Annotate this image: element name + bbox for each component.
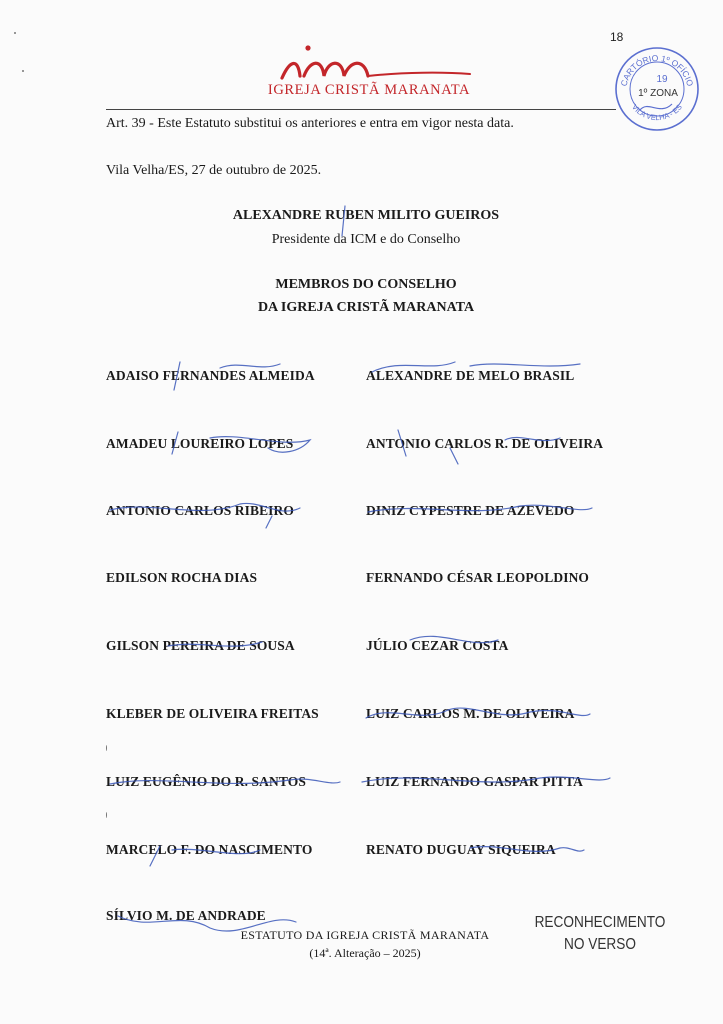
member-name: EDILSON ROCHA DIAS (106, 570, 258, 585)
scan-speck (106, 745, 107, 751)
stamp-number: 19 (656, 74, 668, 85)
member-name: FERNANDO CÉSAR LEOPOLDINO (366, 570, 590, 585)
president-title: Presidente da ICM e do Conselho (271, 232, 461, 247)
scan-speck (106, 812, 107, 818)
council-heading-line1: MEMBROS DO CONSELHO (275, 277, 457, 292)
member-name: MARCELO F. DO NASCIMENTO (106, 842, 313, 857)
member-name: LUIZ EUGÊNIO DO R. SANTOS (106, 774, 306, 789)
church-name: IGREJA CRISTÃ MARANATA (267, 82, 471, 98)
recognition-line2: NO VERSO (563, 936, 636, 953)
president-name: ALEXANDRE RUBEN MILITO GUEIROS (232, 208, 500, 223)
member-name: LUIZ FERNANDO GASPAR PITTA (366, 774, 583, 789)
council-heading-line2: DA IGREJA CRISTÃ MARANATA (257, 300, 475, 315)
member-name: ALEXANDRE DE MELO BRASIL (366, 368, 575, 383)
recognition-line1: RECONHECIMENTO (534, 914, 666, 931)
stamp-top-text: CARTÓRIO 1º OFÍCIO (618, 52, 696, 88)
footer-edition: (14ª. Alteração – 2025) (309, 946, 421, 960)
article-text: Art. 39 - Este Estatuto substitui os anteriores e entra em vigor nesta data. (106, 116, 514, 131)
im-logo-icon (264, 40, 474, 84)
place-date: Vila Velha/ES, 27 de outubro de 2025. (106, 163, 322, 178)
scan-speck (14, 32, 16, 34)
member-name: GILSON PEREIRA DE SOUSA (106, 638, 295, 653)
stamp-zone: 1º ZONA (638, 88, 678, 99)
member-name: JÚLIO CEZAR COSTA (366, 638, 509, 653)
member-name: ANTONIO CARLOS R. DE OLIVEIRA (366, 436, 604, 451)
member-name: SÍLVIO M. DE ANDRADE (106, 908, 266, 923)
page-number: 18 (610, 30, 624, 44)
recognition-note (530, 912, 671, 956)
member-name: KLEBER DE OLIVEIRA FREITAS (106, 706, 319, 721)
notary-stamp (612, 44, 702, 134)
member-name: DINIZ CYPESTRE DE AZEVEDO (366, 503, 575, 518)
footer-title: ESTATUTO DA IGREJA CRISTÃ MARANATA (240, 928, 490, 942)
member-name: ADAISO FERNANDES ALMEIDA (106, 368, 315, 383)
header-divider (106, 109, 616, 110)
member-name: RENATO DUGUAY SIQUEIRA (366, 842, 556, 857)
member-name: AMADEU LOUREIRO LOPES (106, 436, 294, 451)
scan-speck (22, 70, 24, 72)
stamp-bottom-text: VILA VELHA - ES (630, 102, 684, 123)
member-name: LUIZ CARLOS M. DE OLIVEIRA (366, 706, 575, 721)
notary-seal-icon (612, 44, 702, 134)
member-name: ANTONIO CARLOS RIBEIRO (106, 503, 294, 518)
church-logo (244, 40, 494, 102)
svg-text:VILA VELHA - ES (630, 103, 684, 123)
